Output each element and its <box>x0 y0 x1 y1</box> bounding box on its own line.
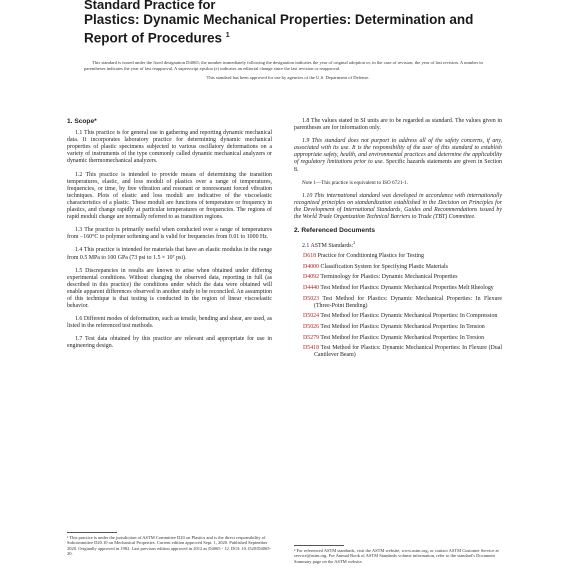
para-1-4: 1.4 This practice is intended for materials that have an elastic modulus in the range from 0.5 MPa to 100 GPa (73 psi to 1.5 × 10⁷ psi). <box>67 247 272 261</box>
ref-title: Practice for Conditioning Plastics for Testing <box>317 253 424 260</box>
references-list <box>294 253 502 359</box>
ref-code-link[interactable]: D5418 <box>303 345 320 352</box>
para-1-9-text: 1.9 This standard does not purport to address all of the safety concerns, if any, associated with its use. It is the responsibility of the user of this standard to establish appropriate safety, health, and environmental practices and determine the applicability of regulatory limitations prior to use. <box>294 138 502 166</box>
references-heading: 2. Referenced Documents <box>294 227 375 235</box>
ref-title: Test Method for Plastics: Dynamic Mechanical Properties: In Torsion <box>320 334 485 341</box>
title-footnote-marker: 1 <box>225 32 230 39</box>
para-1-9 <box>294 138 502 173</box>
ref-item[interactable] <box>294 253 502 260</box>
ref-title: Test Method for Plastics: Dynamic Mechanical Properties: In Flexure (Dual Cantilever Beam) <box>314 345 502 359</box>
title-line-2: Plastics: Dynamic Mechanical Properties: Determination and <box>84 12 474 27</box>
ref-code-link[interactable]: D5279 <box>303 334 320 341</box>
left-footnote-rule <box>67 532 117 533</box>
astm-standards-label: 2.1 ASTM Standards: <box>302 243 354 250</box>
preamble <box>84 60 484 85</box>
para-1-6: 1.6 Different modes of deformation, such as tensile, bending and shear, are used, as listed in the referenced test methods. <box>67 316 272 330</box>
ref-code-link[interactable]: D5026 <box>303 323 320 330</box>
ref-item[interactable] <box>294 274 502 281</box>
ref-title: Terminology for Plastics: Dynamic Mechanical Properties <box>320 274 458 281</box>
ref-title: Test Method for Plastics: Dynamic Mechanical Properties: In Tension <box>320 323 485 330</box>
preamble-dod-note: This standard has been approved for use by agencies of the U.S. Department of Defense. <box>206 75 370 81</box>
scope-heading: 1. Scope* <box>67 118 97 125</box>
ref-title: Test Method for Plastics: Dynamic Mechanical Properties: In Compression <box>320 313 498 320</box>
para-1-10: 1.10 This international standard was developed in accordance with internationally recognized principles on standardization established in the Decision on Principles for the Development of International Standards, Guides and Recommendations issued by the World Trade Organization Technical Barriers to Trade (TBT) Committee. <box>294 192 502 221</box>
para-1-5: 1.5 Discrepancies in results are known to arise when obtained under differing experimental conditions. Without changing the observed data, reporting in full (as described in this practice) the conditions under which the data were obtained will enable apparent differences observed in another study to be reconciled. An assumption of this technique is that testing is conducted in the region of linear viscoelastic behavior. <box>67 267 272 310</box>
para-1-8: 1.8 The values stated in SI units are to be regarded as standard. The values given in parentheses are for information only. <box>294 118 502 132</box>
para-1-3: 1.3 The practice is primarily useful when conducted over a range of temperatures from −160°C to polymer softening and is valid for frequencies from 0.01 to 1000 Hz. <box>67 227 272 241</box>
title-line-3 <box>84 28 504 47</box>
para-1-1: 1.1 This practice is for general use in gathering and reporting dynamic mechanical data. It incorporates laboratory practice for determining dynamic mechanical properties of plastic specimens subjected to various oscillatory deformations on a variety of instruments of the type commonly called dynamic mechanical analyzers or dynamic thermomechanical analyzers. <box>67 130 272 165</box>
ref-item[interactable] <box>294 264 502 271</box>
astm-standards-footnote-marker: 2 <box>353 240 356 246</box>
ref-title: Classification System for Specifying Plastic Materials <box>320 263 448 270</box>
title-line-3-text: Report of Procedures <box>84 30 223 46</box>
ref-item[interactable] <box>294 335 502 342</box>
footnote-2: ² For referenced ASTM standards, visit the ASTM website, www.astm.org, or contact ASTM Customer Service at service@astm.org. For Annual Book of ASTM Standards volume information, refer to the standard's Document Summary page on the ASTM website. <box>294 548 499 564</box>
ref-title: Test Method for Plastics: Dynamic Mechanical Properties: In Flexure (Three-Point Bending) <box>314 295 502 309</box>
ref-item[interactable] <box>294 296 502 310</box>
ref-code-link[interactable]: D618 <box>303 253 317 260</box>
para-1-9-tail: Specific hazards statements are given in Section 8. <box>294 159 502 173</box>
left-column <box>67 118 272 357</box>
ref-code-link[interactable]: D4092 <box>303 274 320 281</box>
right-footnote-rule <box>294 545 344 546</box>
title-line-1: Standard Practice for <box>84 0 216 12</box>
ref-item[interactable] <box>294 285 502 292</box>
ref-code-link[interactable]: D5023 <box>303 295 320 302</box>
ref-item[interactable] <box>294 324 502 331</box>
para-1-2: 1.2 This practice is intended to provide means of determining the transition temperatures, elastic, and loss moduli of plastics over a range of temperatures, frequencies, or time, by free vibration and resonant or nonresonant forced vibration techniques. Plots of elastic and loss moduli are indicative of the viscoelastic characteristics of a plastic. These moduli are functions of temperature or frequency in plastics, and change rapidly at particular temperatures or frequencies. The regions of rapid moduli change are normally referred to as transition regions. <box>67 171 272 221</box>
right-column <box>294 118 502 363</box>
ref-item[interactable] <box>294 313 502 320</box>
ref-title: Test Method for Plastics: Dynamic Mechanical Properties Melt Rheology <box>320 285 494 292</box>
para-1-7: 1.7 Test data obtained by this practice are relevant and appropriate for use in engineering design. <box>67 336 272 350</box>
astm-standards-intro <box>294 239 502 250</box>
ref-item[interactable] <box>294 345 502 359</box>
ref-code-link[interactable]: D4000 <box>303 263 320 270</box>
document-title <box>84 0 504 47</box>
ref-code-link[interactable]: D4440 <box>303 285 320 292</box>
footnote-1: ¹ This practice is under the jurisdiction of ASTM Committee D20 on Plastics and is the direct responsibility of Subcommittee D20.10 on Mechanical Properties. Current edition approved Sept. 1, 2020. Published September 2020. Originally approved in 1982. Last previous edition approved in 2012 as D4065 - 12. DOI: 10.1520/D4065-20. <box>67 535 271 557</box>
ref-code-link[interactable]: D5024 <box>303 313 320 320</box>
note-1: Note 1—This practice is equivalent to ISO 6721-1. <box>302 179 409 186</box>
preamble-designation-note: This standard is issued under the fixed designation D4065; the number immediately following the designation indicates the year of original adoption or, in the case of revision, the year of last revision. A number in parentheses indicates the year of last reapproval. A superscript epsilon (ε) indicates an editorial change since the last revision or reapproval. <box>84 60 483 71</box>
